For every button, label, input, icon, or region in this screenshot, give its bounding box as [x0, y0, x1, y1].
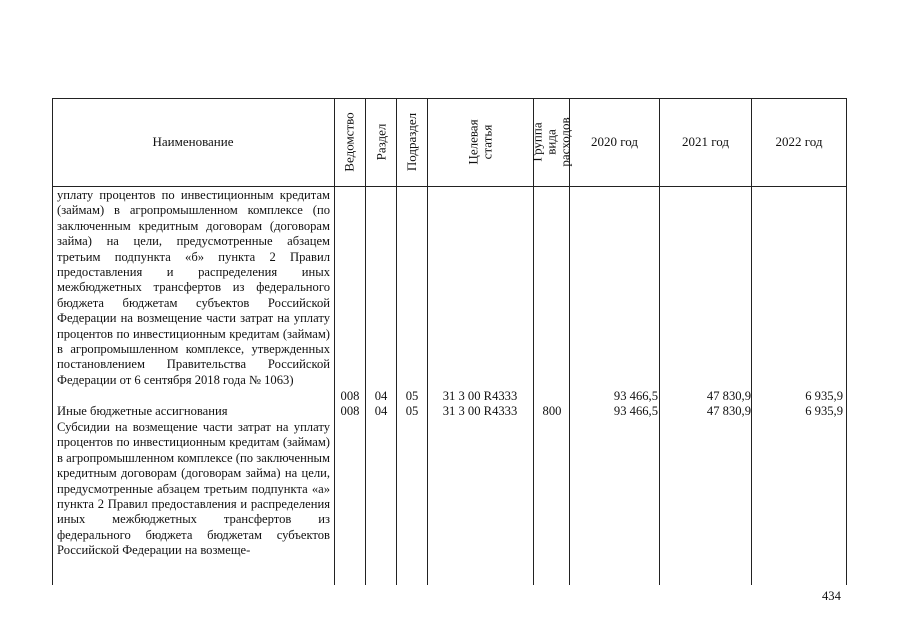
header-gruppa-label: Группа вида расходов	[529, 117, 573, 167]
header-razdel	[366, 98, 396, 186]
header-divider	[52, 186, 847, 187]
header-2022: 2022 год	[775, 134, 823, 149]
header-gruppa	[529, 98, 573, 186]
cell-gruppa: 800	[542, 404, 562, 418]
cell-podrazdel: 05	[405, 389, 419, 403]
header-vedomstvo	[335, 98, 365, 186]
page-number: 434	[822, 589, 841, 603]
header-name: Наименование	[152, 134, 234, 149]
row-name-text: Субсидии на возмещение части затрат на уплату процентов по инвестиционным кредитам (займам) в агропромышленном комплексе (по заключенным кредитным договорам (договорам займа) на цели, предусмотренные абзацем третьим подпункта «а» пункта 2 Правил предоставления и распределения иных межбюджетных трансфертов из федерального бюджета бюджетам субъектов Российской Федерации на возмеще-	[57, 420, 330, 558]
budget-table	[52, 98, 847, 585]
cell-razdel: 04	[374, 404, 388, 418]
cell-celevaya: 31 3 00 R4333	[442, 389, 518, 403]
header-2020: 2020 год	[591, 134, 638, 149]
header-razdel-label: Раздел	[373, 123, 388, 161]
cell-celevaya: 31 3 00 R4333	[442, 404, 518, 418]
cell-vedomstvo: 008	[340, 389, 360, 403]
row-name	[57, 188, 330, 388]
row-name	[57, 420, 330, 559]
row-name	[57, 404, 330, 419]
header-podrazdel-label: Подраздел	[404, 112, 420, 172]
cell-2021: 47 830,9	[706, 404, 751, 418]
table-border-right	[846, 98, 847, 585]
cell-razdel: 04	[374, 389, 388, 403]
header-2021: 2021 год	[682, 134, 729, 149]
cell-podrazdel: 05	[405, 404, 419, 418]
header-celevaya-label: Целевая статья	[465, 119, 495, 165]
header-celevaya	[428, 98, 533, 186]
row-name-text: уплату процентов по инвестиционным кредитам (займам) в агропромышленном комплексе (по заключенным кредитным договорам (договорам займа) на цели, предусмотренные абзацем третьим подпункта «б» пункта 2 Правил предоставления и распределения иных межбюджетных трансфертов из федерального бюджета бюджетам субъектов Российской Федерации на возмещение части затрат на уплату процентов по инвестиционным кредитам (займам) в агропромышленном комплексе, утвержденных постановлением Правительства Российской Федерации от 6 сентября 2018 года № 1063)	[57, 188, 330, 387]
row-name-text: Иные бюджетные ассигнования	[57, 404, 228, 418]
header-podrazdel	[397, 98, 427, 186]
cell-vedomstvo: 008	[340, 404, 360, 418]
header-vedomstvo-label: Ведомство	[342, 112, 357, 172]
cell-2020: 93 466,5	[613, 389, 658, 403]
cell-2022: 6 935,9	[805, 389, 843, 403]
cell-2021: 47 830,9	[706, 389, 751, 403]
cell-2022: 6 935,9	[805, 404, 843, 418]
cell-2020: 93 466,5	[613, 404, 658, 418]
